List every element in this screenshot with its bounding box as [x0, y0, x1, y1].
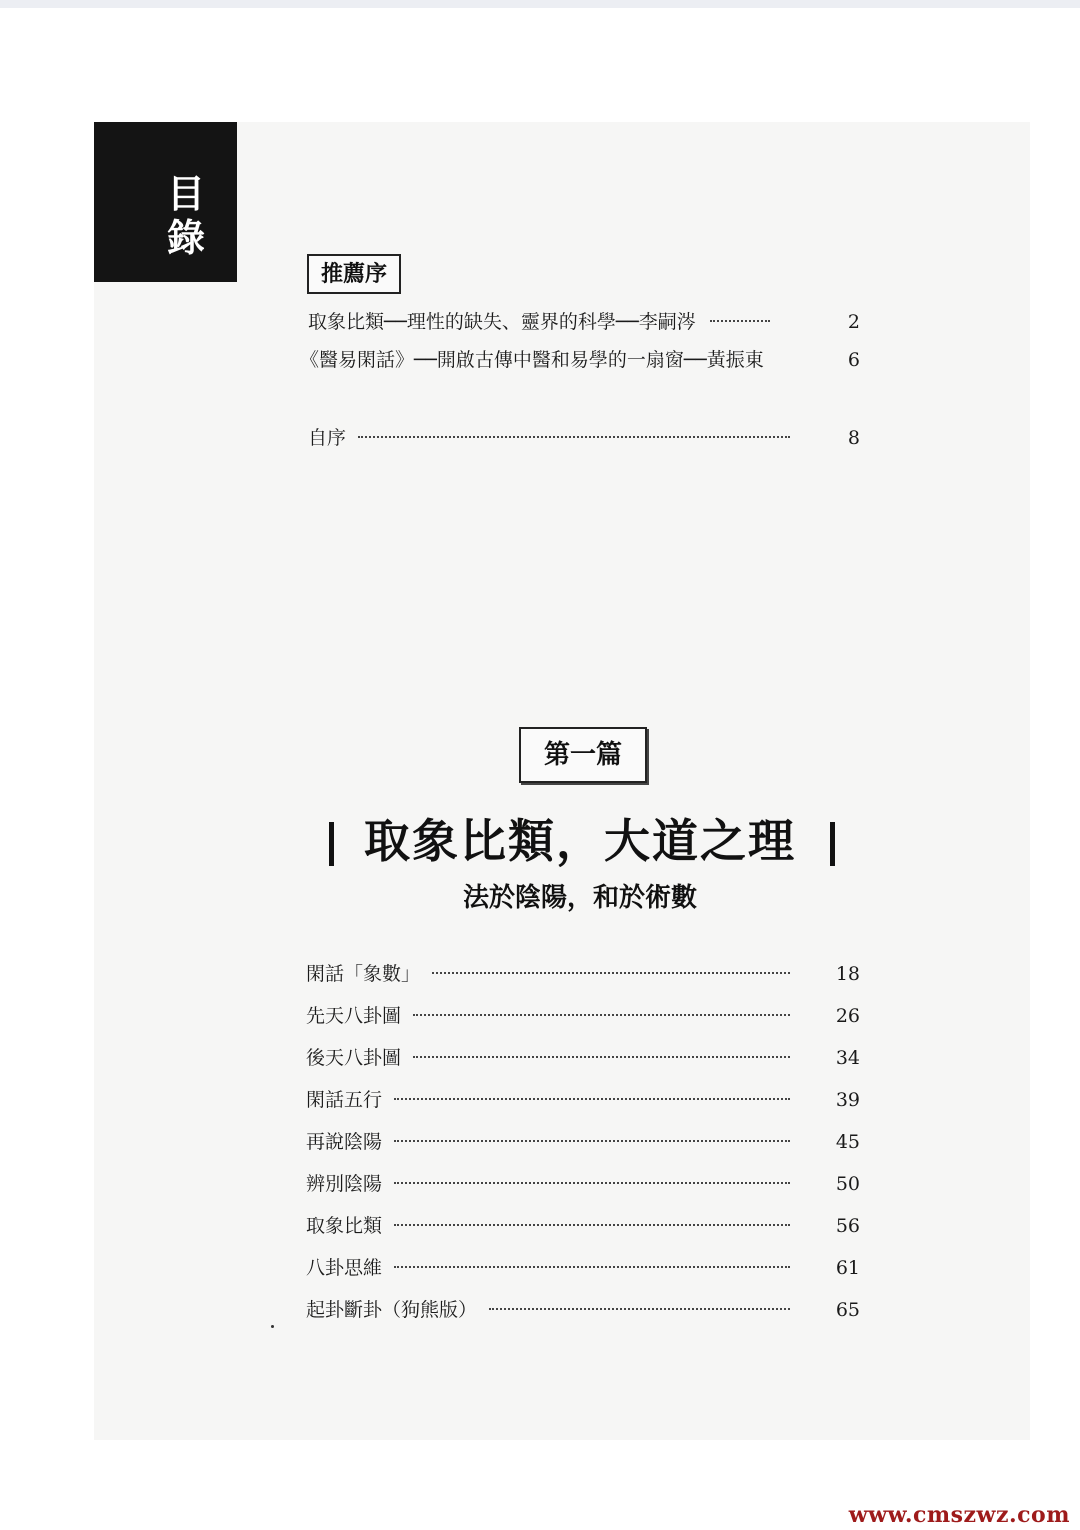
toc-leader-dots: [710, 320, 770, 322]
toc-entry[interactable]: [308, 424, 860, 452]
toc-leader-dots: [394, 1224, 790, 1226]
toc-entry[interactable]: [306, 1296, 860, 1324]
toc-title-char-1: 目: [166, 172, 205, 216]
part-one-title: 取象比類，大道之理: [364, 814, 796, 868]
toc-entry-label: 閑話五行: [306, 1089, 383, 1111]
toc-entry-label: 閑話「象數」: [306, 963, 421, 985]
part-one-subtitle: 法於陰陽，和於術數: [462, 883, 697, 913]
toc-title-char-2: 錄: [166, 216, 205, 260]
toc-entry[interactable]: [300, 346, 860, 374]
toc-entry-page: 34: [835, 1047, 860, 1069]
toc-leader-dots: [394, 1140, 790, 1142]
toc-entry-page: 26: [835, 1005, 860, 1027]
toc-entry[interactable]: [308, 308, 860, 336]
toc-leader-dots: [489, 1308, 790, 1310]
toc-entry-page: 18: [835, 963, 860, 985]
toc-entry-label: 取象比類: [306, 1215, 383, 1237]
toc-entry[interactable]: [306, 1044, 860, 1072]
toc-entry-page: 50: [835, 1173, 860, 1195]
toc-entry-label: 先天八卦圖: [306, 1005, 402, 1027]
toc-entry-label: 再說陰陽: [306, 1131, 383, 1153]
toc-entry-label: 自序: [308, 427, 347, 449]
toc-entry[interactable]: [306, 1002, 860, 1030]
toc-entry-page: 45: [835, 1131, 860, 1153]
toc-entry-page: 56: [835, 1215, 860, 1237]
toc-leader-dots: [358, 436, 790, 438]
toc-leader-dots: [432, 972, 790, 974]
toc-entry-label: 八卦思維: [306, 1257, 383, 1279]
part-one-heading: 第一篇: [519, 727, 647, 783]
toc-entry[interactable]: [306, 1086, 860, 1114]
toc-entry-label: 辨別陰陽: [306, 1173, 383, 1195]
watermark: www.cmszwz.com: [848, 1502, 1070, 1528]
toc-leader-dots: [394, 1266, 790, 1268]
toc-header-block: [94, 122, 237, 282]
toc-entry-page: 2: [847, 311, 860, 333]
toc-entry-page: 8: [847, 427, 860, 449]
toc-leader-dots: [394, 1098, 790, 1100]
toc-entry-page: 6: [847, 349, 860, 371]
toc-entry-label: 《醫易閑話》──開啟古傳中醫和易學的一扇窗──黃振東: [300, 349, 764, 371]
toc-entry[interactable]: [306, 1170, 860, 1198]
stray-mark: [271, 1325, 274, 1328]
toc-entry-page: 61: [835, 1257, 860, 1279]
toc-leader-dots: [413, 1014, 790, 1016]
toc-entry-page: 65: [835, 1299, 860, 1321]
toc-entry[interactable]: [306, 960, 860, 988]
toc-entry-page: 39: [835, 1089, 860, 1111]
toc-entry[interactable]: [306, 1212, 860, 1240]
toc-entry-label: 取象比類──理性的缺失、靈界的科學──李嗣涔: [308, 311, 696, 333]
window-top-strip: [0, 0, 1080, 8]
toc-leader-dots: [394, 1182, 790, 1184]
recommended-prefaces-heading: 推薦序: [307, 254, 401, 294]
toc-entry[interactable]: [306, 1254, 860, 1282]
toc-leader-dots: [413, 1056, 790, 1058]
title-bar-right: [830, 822, 835, 866]
toc-entry[interactable]: [306, 1128, 860, 1156]
toc-entry-label: 起卦斷卦（狗熊版）: [306, 1299, 478, 1321]
toc-entry-label: 後天八卦圖: [306, 1047, 402, 1069]
